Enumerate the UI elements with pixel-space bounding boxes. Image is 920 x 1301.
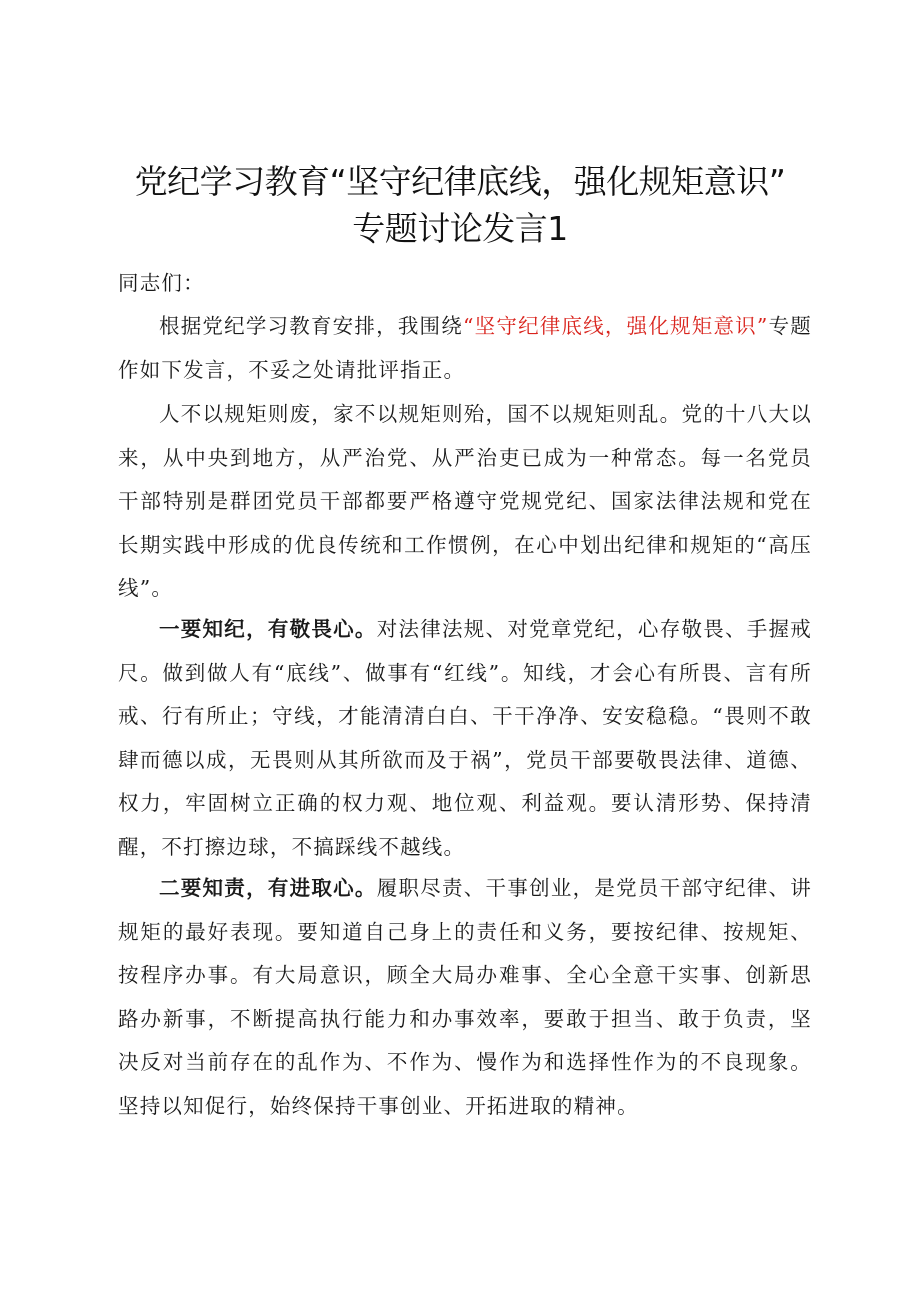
- document-title-line-2: 专题讨论发言1: [352, 209, 568, 248]
- paragraph-intro: [118, 305, 812, 392]
- document-title-line-1: 党纪学习教育“坚守纪律底线，强化规矩意识”: [134, 162, 786, 201]
- paragraph-point-1: [118, 608, 812, 869]
- paragraph-rules: [118, 393, 812, 611]
- paragraph-rules-text: 人不以规矩则废，家不以规矩则殆，国不以规矩则乱。党的十八大以来，从中央到地方，从严治党、从严治吏已成为一种常态。每一名党员干部特别是群团党员干部都要严格遵守党规党纪、国家法律法规和党在长期实践中形成的优良传统和工作惯例，在心中划出纪律和规矩的“高压线”。: [118, 402, 812, 600]
- intro-text-after: 专题作如下发言，不妥之处请批评指正。: [118, 314, 812, 382]
- topic-highlight: “坚守纪律底线，强化规矩意识”: [462, 314, 769, 338]
- point-2-heading: 二要知责，有进取心。: [159, 876, 377, 900]
- point-1-heading: 一要知纪，有敬畏心。: [159, 617, 377, 641]
- salutation: 同志们：: [118, 271, 205, 295]
- paragraph-point-2: [118, 867, 812, 1128]
- intro-text-before: 根据党纪学习教育安排，我围绕: [159, 314, 463, 338]
- point-1-text: 对法律法规、对党章党纪，心存敬畏、手握戒尺。做到做人有“底线”、做事有“红线”。知线，才会心有所畏、言有所戒、行有所止；守线，才能清清白白、干干净净、安安稳稳。“畏则不敢肆而德以成，无畏则从其所欲而及于祸”，党员干部要敬畏法律、道德、权力，牢固树立正确的权力观、地位观、利益观。要认清形势、保持清醒，不打擦边球，不搞踩线不越线。: [118, 617, 813, 859]
- point-2-text: 履职尽责、干事创业，是党员干部守纪律、讲规矩的最好表现。要知道自己身上的责任和义务，要按纪律、按规矩、按程序办事。有大局意识，顾全大局办难事、全心全意干实事、创新思路办新事，不断提高执行能力和办事效率，要敢于担当、敢于负责，坚决反对当前存在的乱作为、不作为、慢作为和选择性作为的不良现象。坚持以知促行，始终保持干事创业、开拓进取的精神。: [118, 876, 813, 1118]
